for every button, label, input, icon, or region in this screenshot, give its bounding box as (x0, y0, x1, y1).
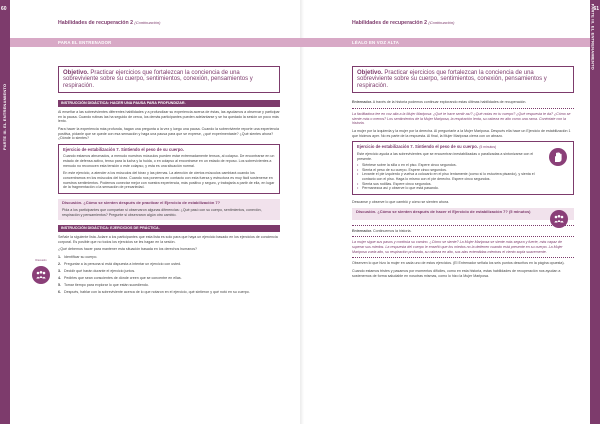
left-content (58, 66, 280, 296)
right-running-head-title: Habilidades de recuperación 2 (352, 20, 427, 26)
right-side-tab (590, 0, 600, 424)
practice-steps (58, 255, 280, 294)
left-side-label: PARTE III. EL ENTRENAMIENTO (2, 83, 7, 150)
right-paragraph-3: Cuando estamos tristes y pasamos por momentos difíciles, como en esta historia, estas habilidades de recuperación nos ayudan a sostenernos de forma saludable en nosotras mismas, como lo hizo la Mujer Mariposa. (352, 269, 561, 278)
left-section-label: PARA EL ENTRENADOR (58, 39, 112, 45)
left-icon-caption: Discusión (35, 259, 47, 262)
story-paragraph-1: La facilitadora lee en voz alta a la Mujer Mariposa: ¿Qué te hace sentir así? ¿Qué notas en tu cuerpo? ¿Qué respuesta te da? ¿Cómo se siente más o menos? Los sentimientos de la Mujer Mariposa, la respiración lenta, su cabeza en alto como una rama. Conéctate con la historia. (352, 111, 571, 126)
left-exercise-paragraph-1: Cuando estamos abrumados, a menudo nuestros músculos pueden estar extremadamente tensos, al colapso. De encontrarse en un estado de defensa activo, tenso para la lucha y la huida, o en colapso al encontrarse en un estado de reposo. Los sobrevivientes a menudo no reconocen esta tensión o este colapso, y esta es una situación normal. (63, 154, 275, 168)
story-paragraph-2: La mujer sigue sus pasos y continúa su camino. ¿Cómo se siente? La Mujer Mariposa se siente más segura y fuerte, más capaz de superar sus miedos. La respuesta del cuerpo le enseñó que los miedos no la detienen cuando está presente en su cuerpo. La Mujer Mariposa vuela alto, su respiración profunda, su cabeza en alto, sus alas extendidas mientras el viento sopla suavemente. (352, 240, 563, 254)
right-exercise-list (357, 163, 543, 191)
narrator-text-1: A través de la historia podemos continuar explorando estas últimas habilidades de recuperación. (371, 100, 527, 105)
right-discussion-box (352, 208, 574, 220)
left-paragraph-2: Para hacer la experiencia más profunda, hagan una pregunta a la vez y luego una pausa. Cuando la sobreviviente reporte una experiencia positiva, pídanle que se quede con esa sensación y haga una pausa para que se exprese, ¿qué experimentaste? ¿Qué sientes ahora? ¿Dónde lo sientes? (58, 127, 279, 141)
left-discussion-title: Discusión. ¿Cómo se sienten después de practicar el Ejercicio de estabilización 7? (62, 200, 221, 206)
right-objective-text: Practicar ejercicios que fortalezcan la conciencia de una sobreviviente sobre su cuerpo, sentimientos, conexión, pensamientos y respiración. (357, 70, 547, 89)
right-page-number: 61 (593, 6, 599, 12)
left-page-number: 60 (1, 6, 7, 12)
list-item: 3. Decidir qué harán durante el ejercicio juntos. (58, 268, 136, 273)
narrator-label-2: Entrenador. (352, 228, 372, 233)
right-objective-label: Objetivo. (357, 70, 383, 76)
divider (352, 257, 574, 258)
practice-intro: Señale la siguiente lista. Aclare a los participantes que esta lista es solo para que haya un ejercicio basado en los ejercicios de conciencia corporal. Es posible que no todos los ejercicios se les hagan en la sesión. (58, 234, 278, 244)
left-discussion-text: Pida a los participantes que compartan si observaron algunas diferencias: ¿Qué pasó con su cuerpo, sentimientos, conexión, respiración y pensamientos? Pregunte si observaron algún otro cambio. (62, 207, 262, 217)
right-running-head-sub: (Continuación) (428, 20, 455, 25)
left-exercise-title: Ejercicio de estabilización 7. Sintiendo el peso de su cuerpo. (63, 147, 185, 153)
list-item: • Sienta el peso de su cuerpo. Espere cinco segundos. (357, 168, 543, 173)
right-exercise-title (357, 144, 543, 150)
right-objective-box (352, 66, 574, 93)
list-item: 4. Pedirles que sean conscientes de dónde creen que se concentre en ellas. (58, 275, 182, 280)
list-item: 1. Identificar su cuerpo. (58, 255, 98, 260)
narrator-line-2 (352, 229, 574, 234)
right-discussion-title: Discusión. ¿Cómo se sienten después de hacer el Ejercicio de estabilización 7? (5 minutos) (356, 208, 531, 214)
left-side-tab (0, 0, 10, 424)
divider (352, 236, 574, 237)
instruction-bar-practice: INSTRUCCIÓN DIDÁCTICA: EJERCICIOS DE PRÁCTICA. (58, 225, 280, 232)
left-objective (63, 70, 275, 89)
right-side-label: PARTE III. EL ENTRENAMIENTO (590, 3, 595, 70)
list-item: • Siéntese sobre la silla o en el piso. Espere cinco segundos. (357, 163, 543, 168)
list-item: • Levante el pie izquierdo y vuelva a colocarlo en el piso lentamente (como si lo estuviera pisando), y sienta el contacto con el piso. Haga lo mismo con el pie derecho. Espere cinco segundos. (357, 172, 543, 181)
right-page (300, 0, 600, 424)
list-item: • Permanezca así y observe lo que está pasando. (357, 186, 543, 191)
right-exercise-intro: Este ejercicio ayuda a las sobrevivientes que se encuentran inestabilizadas o paralizadas a sintonizarse con el presente. (357, 152, 534, 162)
left-section-bar (10, 38, 300, 47)
left-discussion-box (58, 199, 280, 220)
list-item: 5. Tomar tiempo para explorar lo que están sucediendo. (58, 282, 149, 287)
left-objective-label: Objetivo. (63, 70, 89, 76)
left-objective-text: Practicar ejercicios que fortalezcan la conciencia de una sobreviviente sobre su cuerpo, sentimientos, conexión, pensamientos y respiración. (63, 70, 253, 89)
right-exercise-duration: (5 minutos) (479, 145, 497, 150)
right-paragraph-1: La mujer por la izquierda y la mujer por la derecha. Al preguntarle a la Mujer Mariposa. Después ella hace un Ejercicio de estabilización 1 que hicimos ayer. No es parte de la respuesta. Al final, la Mujer Mariposa cierra con un abrazo. (352, 129, 571, 138)
narrator-label-1: Entrenador. (352, 100, 372, 105)
right-section-bar (300, 38, 590, 47)
narrator-text-2: Continuemos la historia. (371, 228, 412, 233)
left-exercise-box (58, 144, 280, 194)
divider (352, 225, 574, 226)
narrator-line-1 (352, 100, 574, 105)
right-content (352, 66, 574, 281)
left-running-head-title: Habilidades de recuperación 2 (58, 20, 133, 26)
closing-instruction: Descanse y observe lo que cambió y cómo se sienten ahora. (352, 200, 450, 205)
left-objective-box (58, 66, 280, 93)
right-exercise-title-text: Ejercicio de estabilización 7. Sintiendo el peso de su cuerpo. (357, 144, 479, 150)
practice-question: ¿Qué debemos hacer para mantener esta situación basada en los derechos humanos? (58, 247, 198, 252)
left-running-head (58, 20, 160, 26)
right-exercise-box (352, 141, 574, 195)
list-item: 6. Después, hablar con la sobreviviente acerca de lo que notaron en el ejercicio, qué sintieron y qué notó en su cuerpo. (58, 289, 250, 294)
instruction-bar-pause: INSTRUCCIÓN DIDÁCTICA: HACER UNA PAUSA PARA PROFUNDIZAR. (58, 100, 280, 107)
right-paragraph-2: Observen lo que hizo la mujer en cada uno de estos ejercicios. (El Entrenador señala los seis puntos descritos en la página opuesta). (352, 261, 565, 266)
right-running-head (352, 20, 454, 26)
left-running-head-sub: (Continuación) (134, 20, 161, 25)
left-paragraph-1: Al enseñar a las sobrevivientes diferentes habilidades y a profundizar su experiencia acerca de éstas, las ayudamos a observar y participar en la pausa. Cuando rutinas las ha seguido de cerca, los demás participantes pueden adelantarse y se ha quedado la sesión un poco más lento. (58, 109, 280, 124)
exercise-hand-icon (549, 148, 567, 166)
right-section-label: LÉALO EN VOZ ALTA (352, 39, 400, 45)
left-exercise-paragraph-2: En este ejercicio, a atender a los músculos del tórax y las piernas. La atención de ciertos músculos cambiará cuando los concentramos en los músculos del tórax. Cuando nos ponemos en contacto con esta fuerza y estructura es muy fácil sostenerse en nuestros sentimientos. Podemos conectar mejor con nuestra experiencia, más positivo y seguro, y trabajarla a partir de ella, en lugar de la fragmentación o la sensación de precariedad. (63, 171, 275, 190)
discussion-group-icon (550, 210, 568, 228)
divider (352, 108, 574, 109)
list-item: • Sienta sus rodillas. Espere cinco segundos. (357, 182, 543, 187)
right-objective (357, 70, 569, 89)
list-item: 2. Preguntar a la persona si está dispuesta a intentar un ejercicio con usted. (58, 261, 182, 266)
discussion-group-icon (32, 266, 50, 284)
